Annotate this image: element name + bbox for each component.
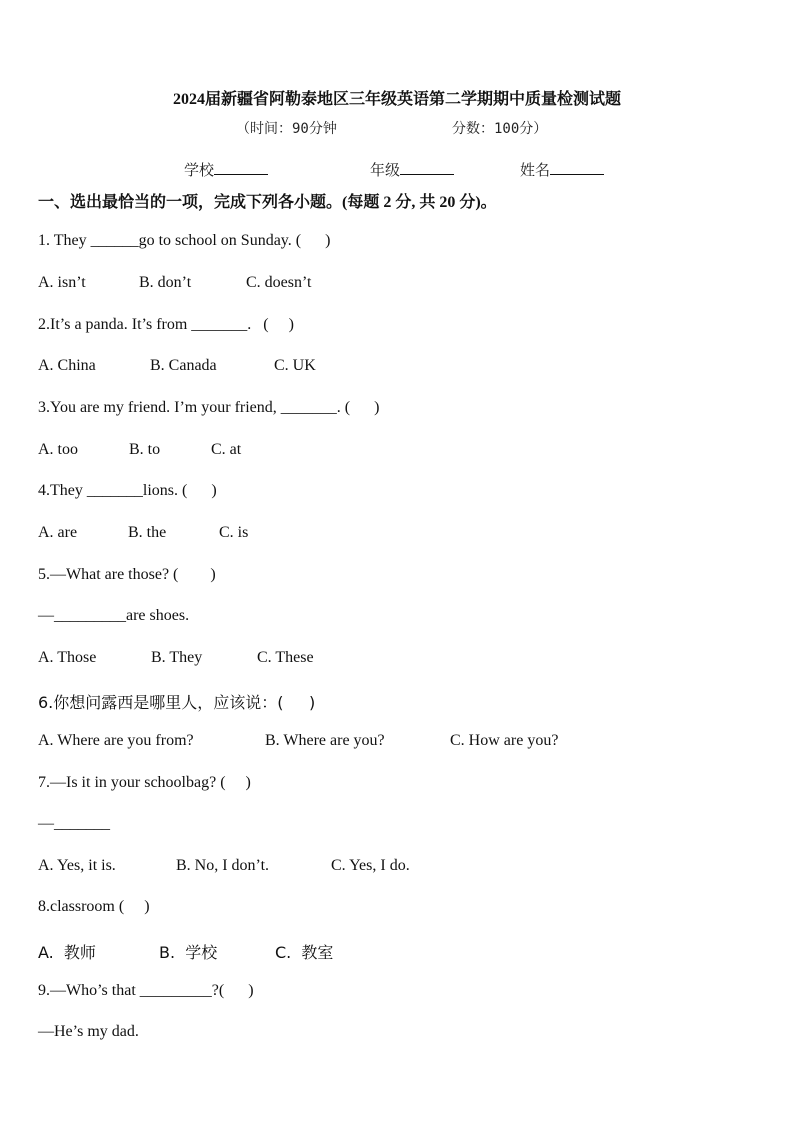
question-3-option-b: B. to — [129, 441, 161, 458]
question-2-option-a: A. China — [38, 357, 96, 374]
question-5-answer-line: —_________are shoes. — [38, 607, 190, 624]
question-7-stem: 7.—Is it in your schoolbag? ( ) — [38, 774, 251, 791]
question-4-option-b: B. the — [128, 524, 167, 541]
question-4-option-a: A. are — [38, 524, 78, 541]
question-6-option-b: B. Where are you? — [265, 732, 385, 749]
question-6-option-c: C. How are you? — [450, 732, 559, 749]
question-5-option-a: A. Those — [38, 649, 97, 666]
question-9-answer-line: —He’s my dad. — [38, 1023, 139, 1040]
question-2-option-b: B. Canada — [150, 357, 217, 374]
question-3-option-a: A. too — [38, 441, 78, 458]
time-info: （时间：90分钟 — [236, 121, 337, 137]
name-field — [520, 159, 604, 180]
question-1-option-a: A. isn’t — [38, 274, 86, 291]
score-info: 分数：100分） — [452, 121, 548, 137]
section-heading: 一、选出最恰当的一项，完成下列各小题。(每题 2 分, 共 20 分)。 — [38, 194, 497, 211]
question-3-stem: 3.You are my friend. I’m your friend, _______. ( ) — [38, 399, 380, 416]
question-7-option-c: C. Yes, I do. — [331, 857, 410, 874]
name-label: 姓名 — [520, 163, 551, 179]
school-label: 学校 — [184, 163, 215, 179]
question-6-option-a: A. Where are you from? — [38, 732, 194, 749]
question-7-option-a: A. Yes, it is. — [38, 857, 116, 874]
name-blank — [550, 160, 604, 175]
question-4-stem: 4.They _______lions. ( ) — [38, 482, 217, 499]
question-1-option-b: B. don’t — [139, 274, 192, 291]
question-4-option-c: C. is — [219, 524, 249, 541]
question-8-option-b: B. 学校 — [159, 943, 218, 962]
question-2-stem: 2.It’s a panda. It’s from _______. ( ) — [38, 316, 294, 333]
school-blank — [214, 160, 268, 175]
question-8-stem: 8.classroom ( ) — [38, 898, 150, 915]
grade-field — [370, 159, 454, 180]
question-9-stem: 9.—Who’s that _________?( ) — [38, 982, 254, 999]
school-field — [184, 159, 268, 180]
question-5-stem: 5.—What are those? ( ) — [38, 566, 216, 583]
question-1-option-c: C. doesn’t — [246, 274, 312, 291]
question-8-option-c: C. 教室 — [275, 943, 334, 962]
question-8-option-a: A. 教师 — [38, 943, 96, 962]
exam-title: 2024届新疆省阿勒泰地区三年级英语第二学期期中质量检测试题 — [172, 91, 621, 108]
grade-blank — [400, 160, 454, 175]
question-3-option-c: C. at — [211, 441, 242, 458]
question-2-option-c: C. UK — [274, 357, 316, 374]
question-5-option-c: C. These — [257, 649, 314, 666]
question-7-option-b: B. No, I don’t. — [176, 857, 270, 874]
question-5-option-b: B. They — [151, 649, 203, 666]
grade-label: 年级 — [370, 163, 401, 179]
question-6-stem: 6.你想问露西是哪里人，应该说：( ) — [38, 693, 316, 712]
question-7-answer-line: —_______ — [38, 815, 110, 832]
question-1-stem: 1. They ______go to school on Sunday. ( ) — [38, 232, 331, 249]
